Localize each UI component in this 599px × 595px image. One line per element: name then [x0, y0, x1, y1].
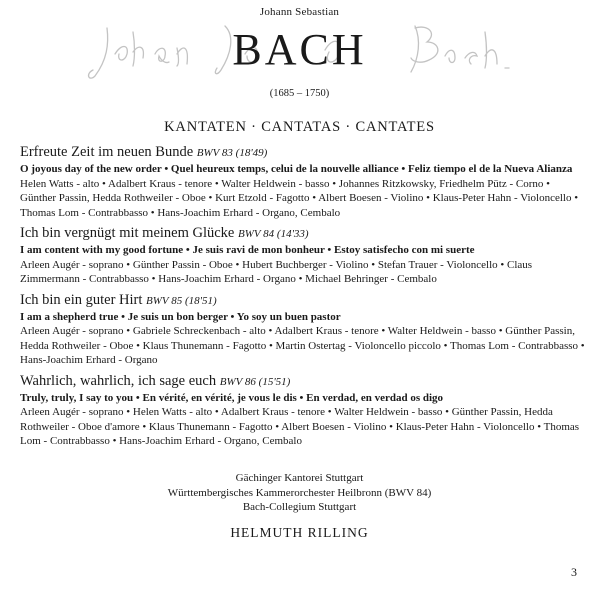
- cantata-entry: [20, 143, 585, 220]
- page-number: 3: [571, 565, 577, 579]
- composer-first-name: Johann Sebastian: [259, 6, 340, 18]
- composer-surname: BACH: [232, 25, 367, 74]
- cantata-entry: [20, 224, 585, 287]
- composer-dates: (1685 – 1750): [269, 88, 330, 99]
- cantata-performers: Helen Watts - alto • Adalbert Kraus - tenore • Walter Heldwein - basso • Johannes Ritzkowsky, Friedhelm Pütz - Corno • Günther Passin, Hedda Rothweiler - Oboe • Kurt Etzold - Fagotto • Albert Boesen - Violino • Klaus-Peter Hahn - Violoncello • Thomas Lom - Contrabbasso • Hans-Joachim Erhard - Organo, Cembalo: [20, 177, 579, 219]
- cantata-bwv: BWV 84 (14'33): [238, 228, 309, 240]
- cantata-translations: I am content with my good fortune • Je suis ravi de mon bonheur • Estoy satisfecho con mi suerte: [20, 244, 475, 256]
- composer-header: [0, 6, 599, 99]
- series-title: KANTATEN · CANTATAS · CANTATES: [164, 119, 435, 135]
- ensemble-line: Bach-Collegium Stuttgart: [242, 501, 357, 513]
- cantata-title-line: [20, 372, 585, 391]
- cantata-title: Ich bin ein guter Hirt: [20, 291, 143, 308]
- cantata-entry: [20, 291, 585, 368]
- cantata-translations: Truly, truly, I say to you • En vérité, en vérité, je vous le dis • En verdad, en verdad os digo: [20, 391, 444, 404]
- ensemble-line: Gächinger Kantorei Stuttgart: [235, 472, 364, 484]
- cantata-translations: O joyous day of the new order • Quel heureux temps, celui de la nouvelle alliance • Feliz tiempo el de la Nueva Alianza: [20, 163, 573, 175]
- cantata-bwv: BWV 83 (18'49): [196, 147, 268, 159]
- ensemble-line: Württembergisches Kammerorchester Heilbronn (BWV 84): [167, 486, 432, 499]
- credits-block: [0, 471, 599, 541]
- cantata-performers: Arleen Augér - soprano • Gabriele Schreckenbach - alto • Adalbert Kraus - tenore • Walter Heldwein - basso • Günther Passin, Hedda Rothweiler - Oboe • Klaus Thunemann - Fagotto • Martin Ostertag - Violoncello piccolo • Thomas Lom - Contrabbasso • Hans-Joachim Erhard - Organo: [20, 325, 585, 366]
- cantata-translations: I am a shepherd true • Je suis un bon berger • Yo soy un buen pastor: [20, 310, 341, 323]
- cantata-title: Wahrlich, wahrlich, ich sage euch: [20, 372, 217, 389]
- cantata-title-line: [20, 291, 585, 310]
- cantata-bwv: BWV 85 (18'51): [146, 294, 217, 307]
- cantata-title: Ich bin vergnügt mit meinem Glücke: [20, 225, 235, 241]
- cantata-title: Erfreute Zeit im neuen Bunde: [20, 144, 194, 160]
- cantata-performers: Arleen Augér - soprano • Günther Passin - Oboe • Hubert Buchberger - Violino • Stefan Trauer - Violoncello • Claus Zimmermann - Contrabbasso • Hans-Joachim Erhard - Organo • Michael Behringer - Cembalo: [20, 258, 533, 285]
- cantata-performers: Arleen Augér - soprano • Helen Watts - alto • Adalbert Kraus - tenore • Walter Heldwein - basso • Günther Passin, Hedda Rothweiler - Oboe d'amore • Klaus Thunemann - Fagotto • Albert Boesen - Violino • Klaus-Peter Hahn - Violoncello • Thomas Lom - Contrabbasso • Hans-Joachim Erhard - Organo, Cembalo: [20, 406, 580, 447]
- cantata-entry: [20, 372, 585, 449]
- cantata-title-line: [20, 143, 585, 162]
- cantata-title-line: [20, 224, 585, 243]
- cantata-bwv: BWV 86 (15'51): [219, 375, 291, 388]
- conductor-name: HELMUTH RILLING: [230, 524, 369, 540]
- cantata-list: [20, 143, 585, 453]
